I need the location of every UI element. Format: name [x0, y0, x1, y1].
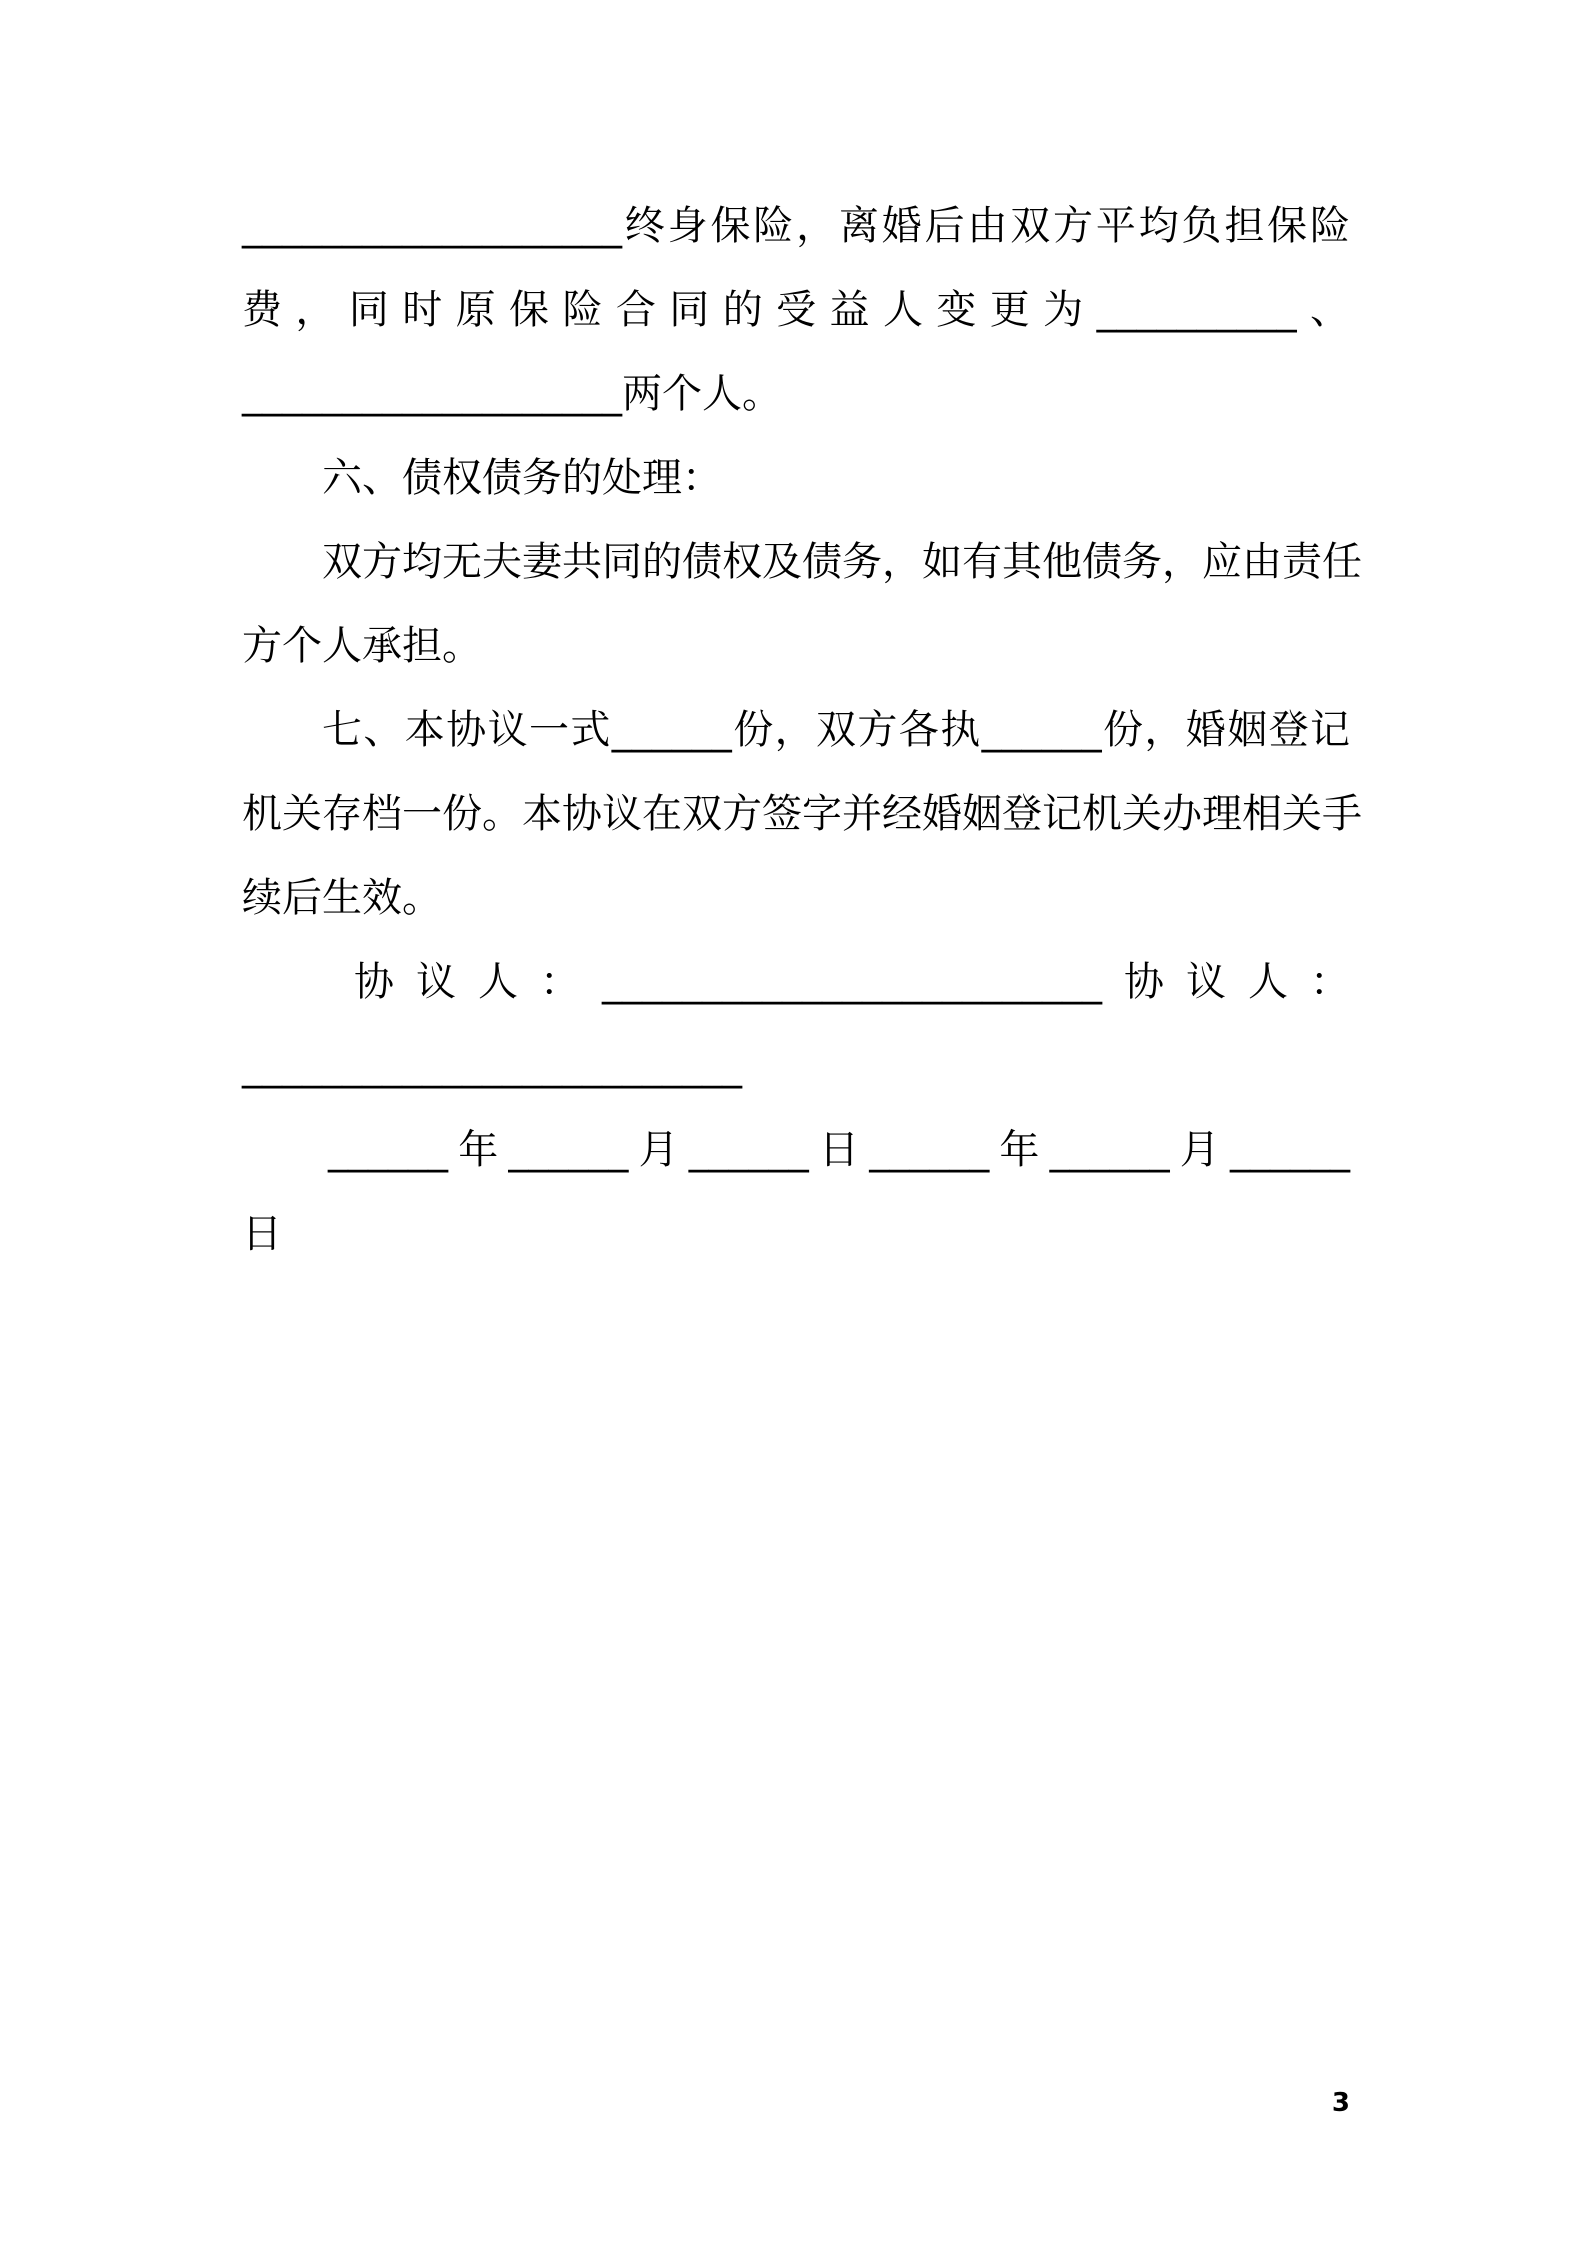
- insurance-clause-line-3: ___________________两个人。: [242, 371, 782, 417]
- insurance-clause-line-2: 费，同时原保险合同的受益人变更为__________、: [242, 287, 1350, 333]
- page-number: 3: [1331, 2088, 1350, 2118]
- insurance-clause-line-1: ___________________终身保险，离婚后由双方平均负担保险: [242, 203, 1350, 249]
- section-seven-line-2: 机关存档一份。本协议在双方签字并经婚姻登记机关办理相关手: [242, 791, 1362, 837]
- section-seven-line-3: 续后生效。: [242, 875, 442, 921]
- date-line-2: 日: [242, 1211, 282, 1257]
- signature-line-2: _________________________: [242, 1043, 742, 1089]
- date-line-1: ______年______月______日______年______月______: [328, 1127, 1350, 1173]
- debt-clause-line-2: 方个人承担。: [242, 623, 482, 669]
- section-seven-line-1: 七、本协议一式______份，双方各执______份，婚姻登记: [322, 707, 1350, 753]
- debt-clause-line-1: 双方均无夫妻共同的债权及债务，如有其他债务，应由责任: [322, 539, 1362, 585]
- signature-line-1: 协议人：_________________________协议人：: [354, 959, 1350, 1005]
- section-six-heading: 六、债权债务的处理：: [322, 455, 722, 501]
